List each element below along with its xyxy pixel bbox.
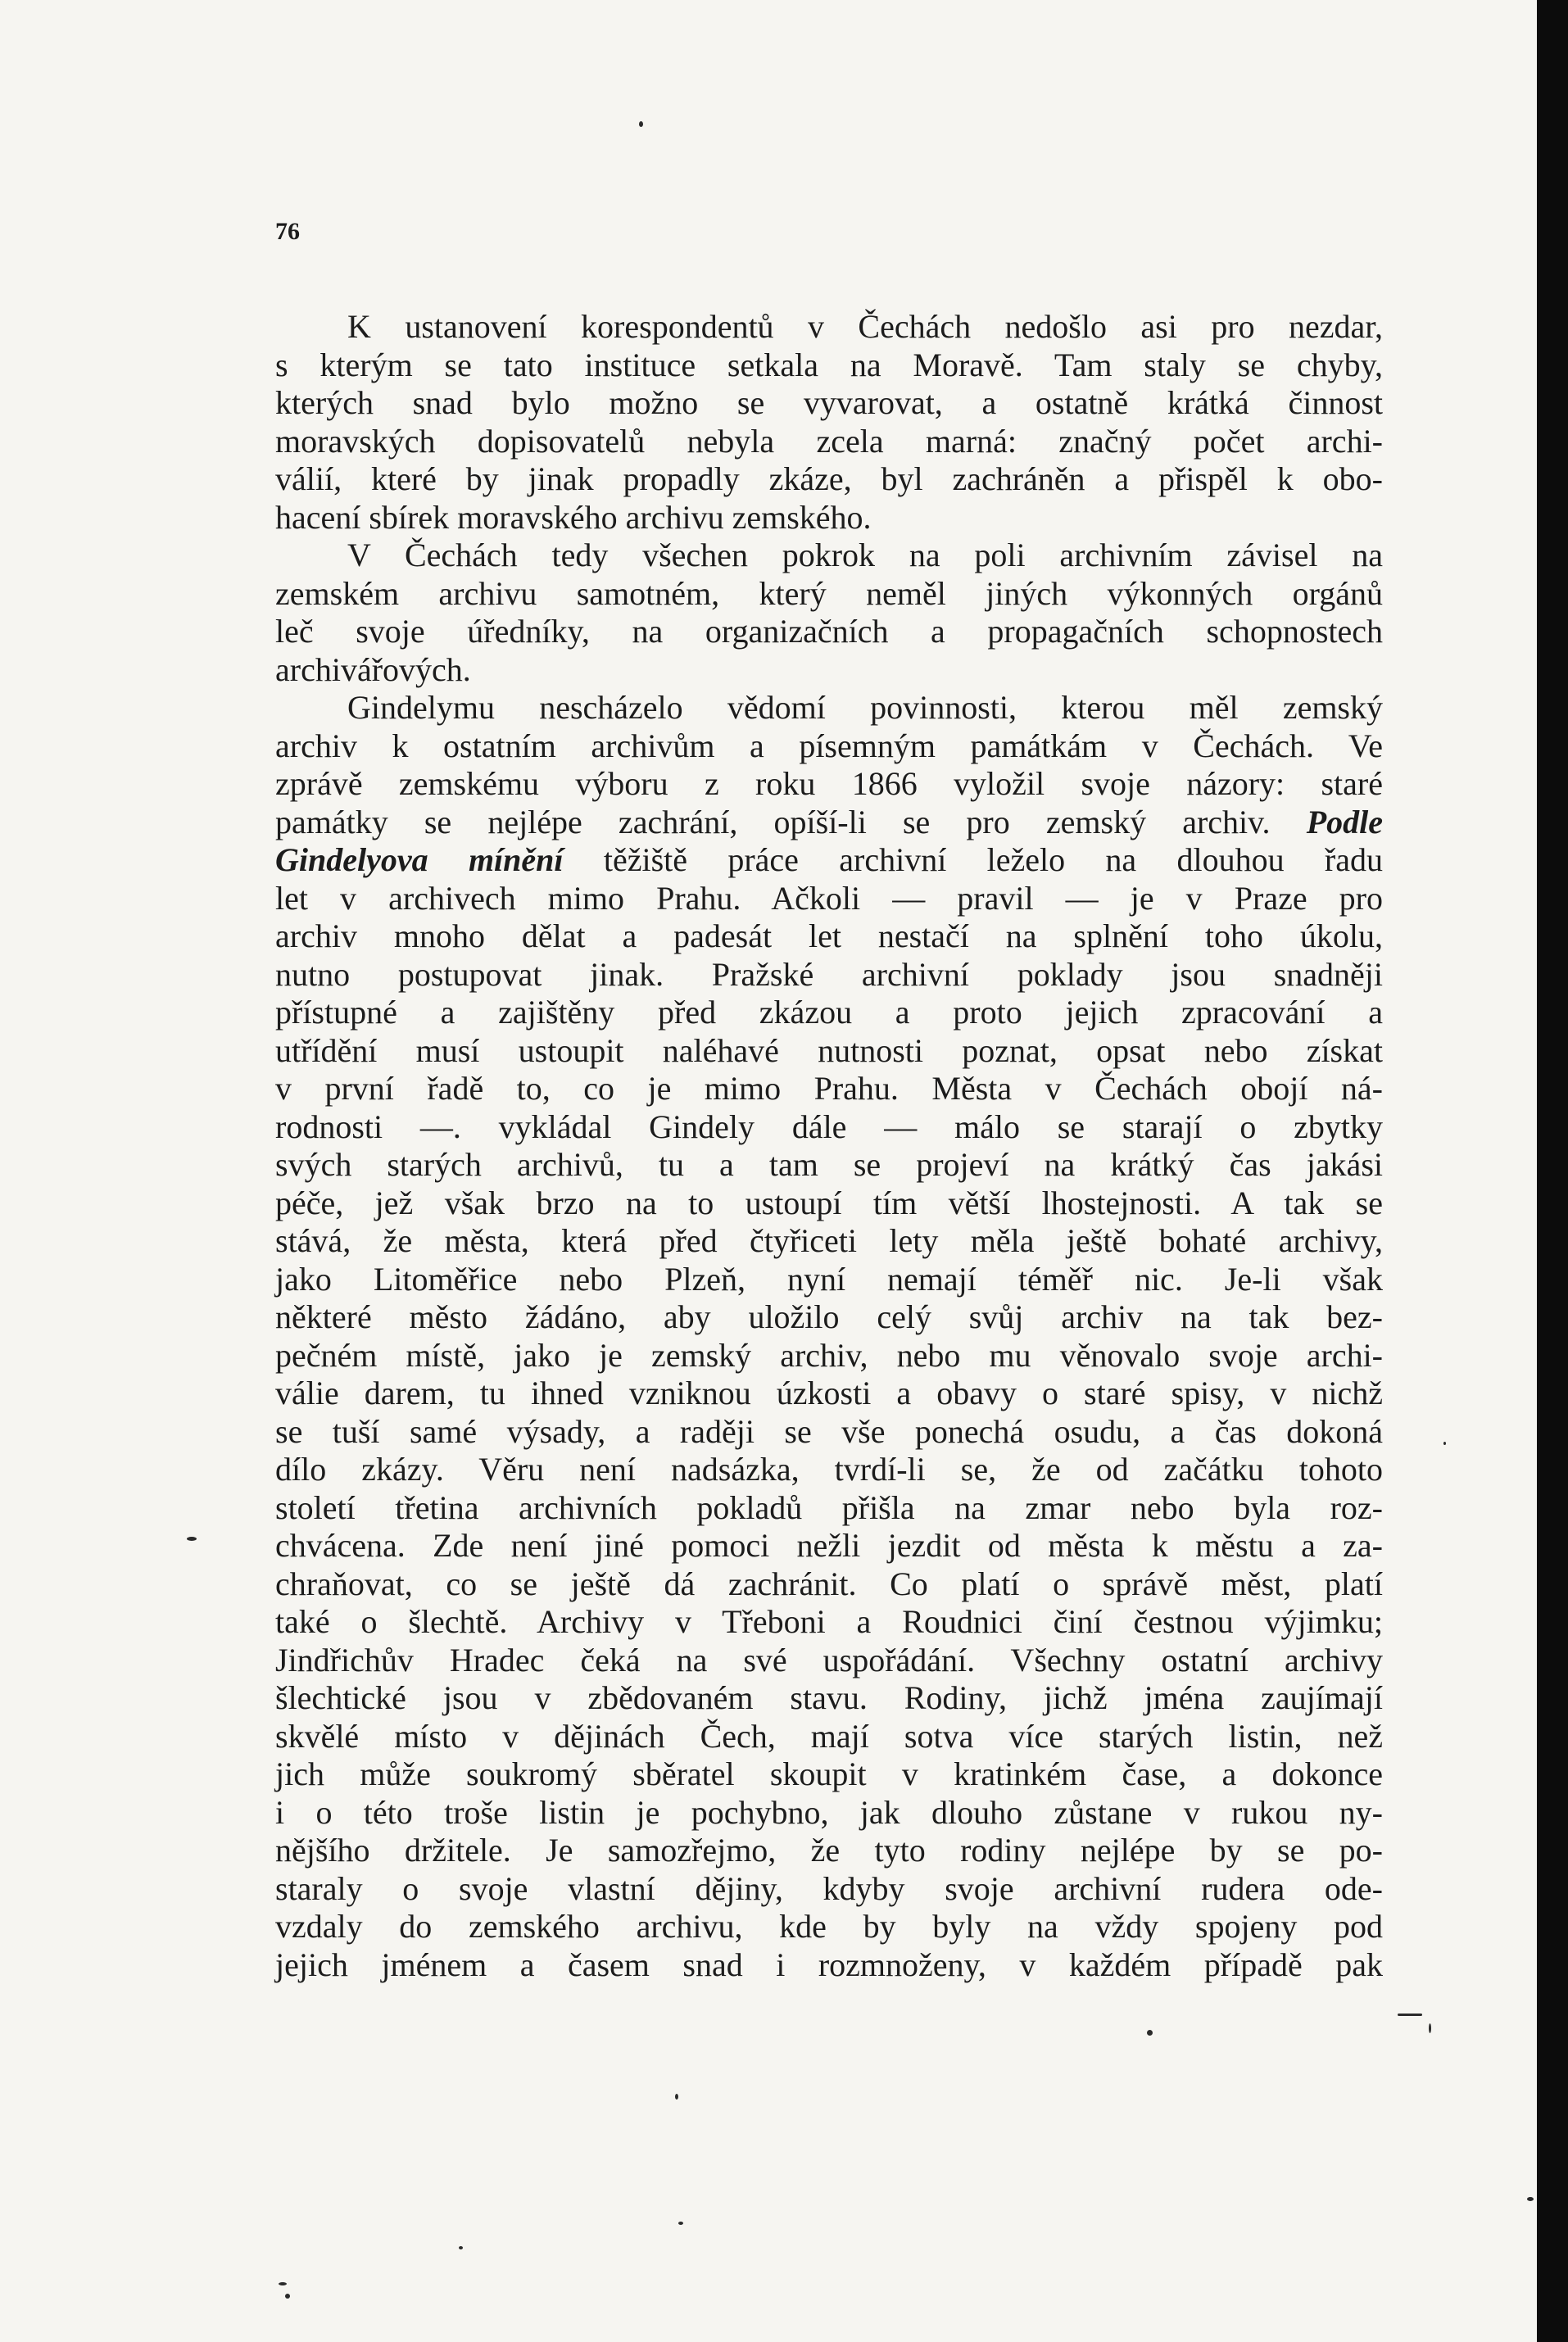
text-line: péče, jež však brzo na to ustoupí tím větší lhostejnosti. A tak se — [275, 1184, 1383, 1221]
italic-phrase: Gindelyova mínění — [275, 841, 564, 878]
scan-speck — [639, 121, 643, 127]
text-line: chraňovat, co se ještě dá zachránit. Co platí o správě měst, platí — [275, 1565, 1383, 1602]
text-line: v první řadě to, co je mimo Prahu. Města v Čechách obojí ná- — [275, 1070, 1383, 1107]
text-segment: těžiště práce archivní leželo na dlouhou řadu — [603, 841, 1384, 878]
text-line-with-italic — [275, 841, 1383, 880]
text-line: přístupné a zajištěny před zkázou a proto jejich zpracování a — [275, 994, 1383, 1031]
text-line: dílo zkázy. Věru není nadsázka, tvrdí-li se, že od začátku tohoto — [275, 1451, 1383, 1488]
text-line: archiv mnoho dělat a padesát let nestačí na splnění toho úkolu, — [275, 917, 1383, 954]
scan-speck — [1398, 2014, 1422, 2016]
text-line: pečném místě, jako je zemský archiv, nebo mu věnovalo svoje archi- — [275, 1336, 1383, 1374]
scan-speck — [1429, 2023, 1431, 2033]
text-line: chvácena. Zde není jiné pomoci nežli jezdit od města k městu a za- — [275, 1527, 1383, 1564]
text-line: s kterým se tato instituce setkala na Moravě. Tam staly se chyby, — [275, 346, 1383, 383]
text-line: zprávě zemskému výboru z roku 1866 vyložil svoje názory: staré — [275, 765, 1383, 802]
text-line: šlechtické jsou v zbědovaném stavu. Rodiny, jichž jména zaujímají — [275, 1679, 1383, 1716]
text-line: vzdaly do zemského archivu, kde by byly na vždy spojeny pod — [275, 1908, 1383, 1945]
text-line: i o této troše listin je pochybno, jak dlouho zůstane v rukou ny- — [275, 1793, 1383, 1831]
italic-phrase: Podle — [1306, 803, 1383, 840]
body-text — [275, 308, 1383, 1984]
text-line: K ustanovení korespondentů v Čechách nedošlo asi pro nezdar, — [347, 308, 1383, 345]
text-line: archiv k ostatním archivům a písemným památkám v Čechách. Ve — [275, 727, 1383, 764]
text-line: svých starých archivů, tu a tam se projeví na krátký čas jakási — [275, 1146, 1383, 1183]
text-line: nějšího držitele. Je samozřejmo, že tyto rodiny nejlépe by se po- — [275, 1832, 1383, 1869]
scan-speck — [678, 2222, 683, 2225]
text-line: stává, že města, která před čtyřiceti lety měla ještě bohaté archivy, — [275, 1222, 1383, 1259]
scan-speck — [279, 2282, 287, 2285]
text-line: Jindřichův Hradec čeká na své uspořádání. Všechny ostatní archivy — [275, 1641, 1383, 1678]
text-line: leč svoje úředníky, na organizačních a propagačních schopnostech — [275, 613, 1383, 650]
text-line: jako Litoměřice nebo Plzeň, nyní nemají téměř nic. Je-li však — [275, 1260, 1383, 1298]
scan-speck — [1527, 2197, 1534, 2201]
text-line: století třetina archivních pokladů přišla na zmar nebo byla roz- — [275, 1488, 1383, 1526]
text-line: archivářových. — [275, 650, 471, 688]
text-line: se tuší samé výsady, a raději se vše ponechá osudu, a čas dokoná — [275, 1412, 1383, 1450]
text-segment: památky se nejlépe zachrání, opíší-li se pro zemský archiv. — [275, 803, 1271, 840]
text-line: válie darem, tu ihned vzniknou úzkosti a obavy o staré spisy, v nichž — [275, 1375, 1383, 1411]
text-line: Gindelymu nescházelo vědomí povinnosti, kterou měl zemský — [347, 689, 1383, 726]
text-line: rodnosti —. vykládal Gindely dále — málo se starají o zbytky — [275, 1108, 1383, 1145]
text-line: nutno postupovat jinak. Pražské archivní poklady jsou snadněji — [275, 955, 1383, 993]
text-line: hacení sbírek moravského archivu zemského. — [275, 498, 872, 536]
text-line: válií, které by jinak propadly zkáze, byl zachráněn a přispěl k obo- — [275, 460, 1383, 497]
text-line: moravských dopisovatelů nebyla zcela marná: značný počet archi- — [275, 422, 1383, 460]
page-number: 76 — [275, 218, 300, 245]
text-line: staraly o svoje vlastní dějiny, kdyby svoje archivní rudera ode- — [275, 1869, 1383, 1907]
text-line: zemském archivu samotném, který neměl jiných výkonných orgánů — [275, 574, 1383, 612]
scan-speck — [187, 1537, 197, 1541]
text-line: let v archivech mimo Prahu. Ačkoli — pravil — je v Praze pro — [275, 879, 1383, 917]
scan-speck — [459, 2246, 463, 2249]
scan-speck — [1443, 1442, 1446, 1445]
scan-speck — [285, 2294, 290, 2299]
text-line: V Čechách tedy všechen pokrok na poli archivním závisel na — [347, 537, 1383, 573]
text-line: jich může soukromý sběratel skoupit v kratinkém čase, a dokonce — [275, 1755, 1383, 1792]
text-line: skvělé místo v dějinách Čech, mají sotva více starých listin, než — [275, 1717, 1383, 1755]
text-line: utřídění musí ustoupit naléhavé nutnosti poznat, opsat nebo získat — [275, 1031, 1383, 1069]
scan-speck — [1147, 2030, 1153, 2036]
scan-speck — [675, 2094, 678, 2100]
text-line: jejich jménem a časem snad i rozmnoženy, v každém případě pak — [275, 1946, 1383, 1983]
text-line: také o šlechtě. Archivy v Třeboni a Roudnici činí čestnou výjimku; — [275, 1603, 1383, 1640]
text-line-with-italic — [275, 804, 1383, 842]
text-line: některé město žádáno, aby uložilo celý svůj archiv na tak bez- — [275, 1298, 1383, 1335]
scan-dark-edge — [1537, 0, 1568, 2342]
text-line: kterých snad bylo možno se vyvarovat, a ostatně krátká činnost — [275, 384, 1383, 421]
